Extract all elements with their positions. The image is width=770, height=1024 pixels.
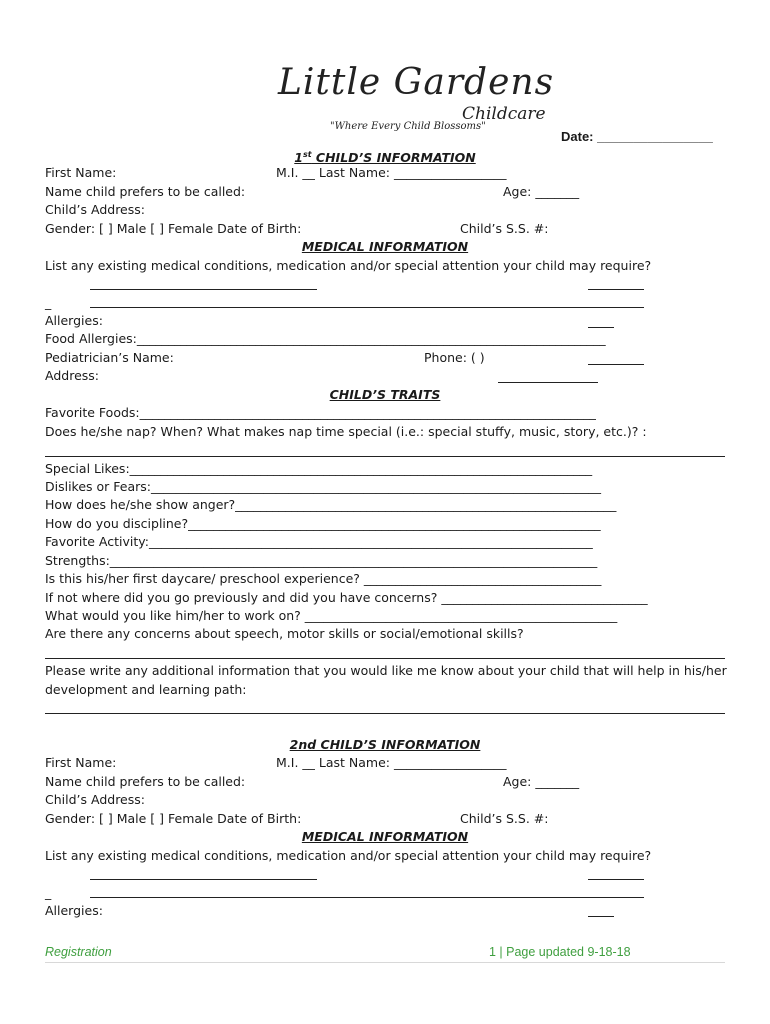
answer-line[interactable]	[90, 879, 317, 880]
answer-line[interactable]	[498, 382, 598, 383]
child1-medical-heading: MEDICAL INFORMATION	[301, 239, 469, 254]
dash-mark: _	[45, 295, 52, 310]
child2-ssn-field[interactable]: Child’s S.S. #:	[460, 811, 549, 826]
answer-line[interactable]	[45, 456, 725, 457]
answer-line[interactable]	[588, 879, 644, 880]
child1-last-name-field[interactable]: M.I. __ Last Name: __________________	[276, 165, 507, 180]
answer-line[interactable]	[45, 713, 725, 714]
child1-allergies-field[interactable]: Allergies:	[45, 313, 103, 328]
child1-phone-field[interactable]: Phone: ( )	[424, 350, 485, 365]
child1-special-likes-field[interactable]: Special Likes:__________________________________________________________________________	[45, 461, 593, 476]
child1-dislikes-field[interactable]: Dislikes or Fears:________________________________________________________________________	[45, 479, 602, 494]
answer-line[interactable]	[588, 327, 614, 328]
child2-conditions-question: List any existing medical conditions, medication and/or special attention your child may require?	[45, 848, 652, 863]
child1-favorite-activity-field[interactable]: Favorite Activity:_______________________________________________________________________	[45, 534, 593, 549]
child2-address-field[interactable]: Child’s Address:	[45, 792, 145, 807]
child1-pediatrician-address-field[interactable]: Address:	[45, 368, 99, 383]
answer-line[interactable]	[588, 289, 644, 290]
footer-page-info: 1 | Page updated 9-18-18	[489, 945, 631, 959]
child1-preferred-name-field[interactable]: Name child prefers to be called:	[45, 184, 246, 199]
child2-allergies-field[interactable]: Allergies:	[45, 903, 103, 918]
date-field[interactable]: Date: ________________	[561, 129, 713, 144]
child1-age-field[interactable]: Age: _______	[503, 184, 580, 199]
child1-nap-question: Does he/she nap? When? What makes nap time special (i.e.: special stuffy, music, story, etc.)? :	[45, 424, 647, 439]
child1-address-field[interactable]: Child’s Address:	[45, 202, 145, 217]
child1-gender-dob-field[interactable]: Gender: [ ] Male [ ] Female Date of Birth:	[45, 221, 302, 236]
answer-line[interactable]	[588, 364, 644, 365]
answer-line[interactable]	[90, 307, 644, 308]
child1-conditions-question: List any existing medical conditions, medication and/or special attention your child may require?	[45, 258, 652, 273]
child1-additional-info-cont: development and learning path:	[45, 682, 247, 697]
child1-work-on-field[interactable]: What would you like him/her to work on? __________________________________________________	[45, 608, 618, 623]
child1-food-allergies-field[interactable]: Food Allergies:___________________________________________________________________________	[45, 331, 606, 346]
child2-medical-heading: MEDICAL INFORMATION	[301, 829, 469, 844]
child1-pediatrician-field[interactable]: Pediatrician’s Name:	[45, 350, 174, 365]
logo-title: Little Gardens	[278, 62, 555, 103]
child1-favorite-foods-field[interactable]: Favorite Foods:_________________________________________________________________________	[45, 405, 596, 420]
child1-traits-heading: CHILD’S TRAITS	[329, 387, 441, 402]
footer-divider	[45, 962, 725, 963]
child2-heading: 2nd CHILD’S INFORMATION	[289, 737, 481, 752]
child1-anger-field[interactable]: How does he/she show anger?_____________________________________________________________	[45, 497, 617, 512]
logo-tagline: "Where Every Child Blossoms"	[330, 121, 486, 132]
child1-first-name-field[interactable]: First Name:	[45, 165, 117, 180]
child1-concerns-question: Are there any concerns about speech, motor skills or social/emotional skills?	[45, 626, 524, 641]
child2-preferred-name-field[interactable]: Name child prefers to be called:	[45, 774, 246, 789]
child2-first-name-field[interactable]: First Name:	[45, 755, 117, 770]
answer-line[interactable]	[90, 289, 317, 290]
child1-additional-info: Please write any additional information that you would like me know about your child that will help in his/her	[45, 663, 727, 678]
child2-gender-dob-field[interactable]: Gender: [ ] Male [ ] Female Date of Birth:	[45, 811, 302, 826]
dash-mark: _	[45, 885, 52, 900]
child1-ssn-field[interactable]: Child’s S.S. #:	[460, 221, 549, 236]
answer-line[interactable]	[90, 897, 644, 898]
child1-discipline-field[interactable]: How do you discipline?__________________________________________________________________	[45, 516, 601, 531]
answer-line[interactable]	[588, 916, 614, 917]
child2-age-field[interactable]: Age: _______	[503, 774, 580, 789]
child2-last-name-field[interactable]: M.I. __ Last Name: __________________	[276, 755, 507, 770]
child1-strengths-field[interactable]: Strengths:______________________________________________________________________________	[45, 553, 598, 568]
answer-line[interactable]	[45, 658, 725, 659]
logo-subtitle: Childcare	[462, 104, 546, 124]
child1-previous-care-field[interactable]: If not where did you go previously and did you have concerns? _________________________________	[45, 590, 648, 605]
child1-heading: 1st CHILD’S INFORMATION	[294, 150, 476, 166]
child1-first-daycare-field[interactable]: Is this his/her first daycare/ preschool experience? ______________________________________	[45, 571, 602, 586]
footer-left: Registration	[45, 945, 112, 959]
